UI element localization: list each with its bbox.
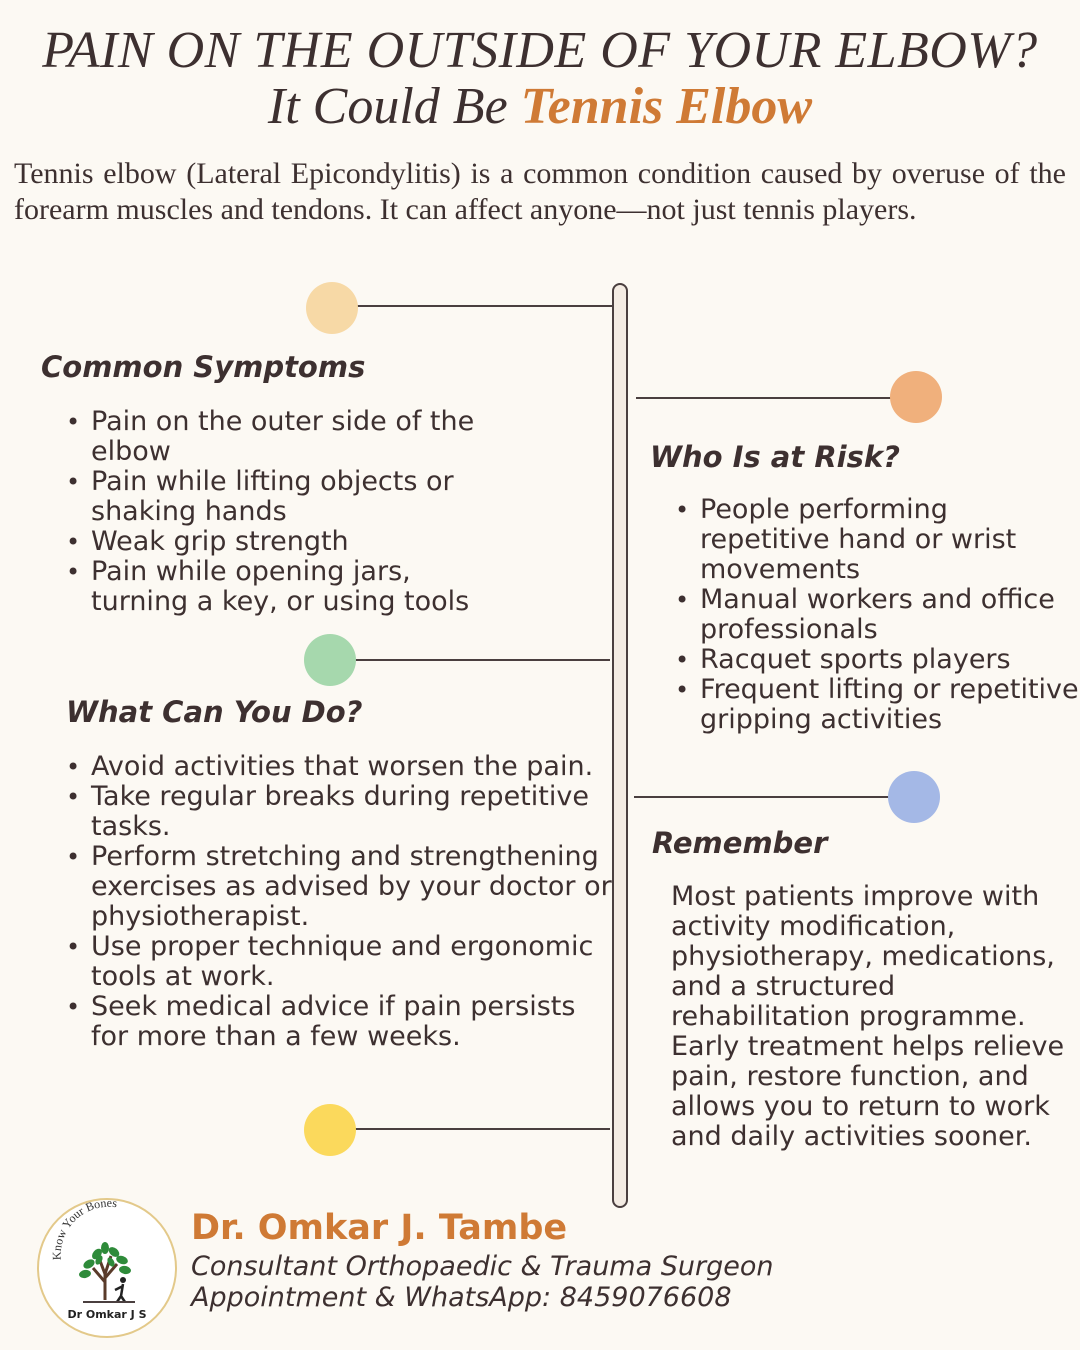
remember-heading: Remember [652,826,828,860]
remember-text: Most patients improve with activity modification, physiotherapy, medications, and a structured rehabilitation programme. Early treatment helps relieve pain, restore function, and allows you to return to work and daily activities sooner. [671,881,1065,1152]
list-item: • Seek medical advice if pain persists for more than a few weeks. [91,992,621,1052]
dot-yellow [304,1104,356,1156]
timeline-spine [612,283,628,1208]
intro-paragraph: Tennis elbow (Lateral Epicondylitis) is a common condition caused by overuse of the forearm muscles and tendons. It can affect anyone—not just tennis players. [14,157,1066,226]
list-item: • Racquet sports players [700,645,1080,675]
list-item: • Avoid activities that worsen the pain. [91,752,621,782]
risk-list [675,495,1080,735]
list-item: • Frequent lifting or repetitive gripping activities [700,675,1080,735]
dot-peach [306,282,358,334]
list-item: • Pain while opening jars, turning a key, or using tools [91,557,516,617]
symptoms-list [66,407,516,617]
dot-orange [890,371,942,423]
list-item: • Manual workers and office professionals [700,585,1080,645]
list-item: • Use proper technique and ergonomic tools at work. [91,932,621,992]
dot-blue [888,771,940,823]
risk-heading: Who Is at Risk? [650,440,900,474]
list-item: • Pain while lifting objects or shaking hands [91,467,516,527]
connector-what-to-do [355,659,610,661]
list-item: • Perform stretching and strengthening exercises as advised by your doctor or physiotherapist. [91,842,621,932]
tree-logo-icon [39,1200,175,1336]
doctor-name: Dr. Omkar J. Tambe [191,1208,568,1248]
connector-symptoms [357,305,612,307]
page-subtitle [0,78,1080,136]
connector-remember [634,796,890,798]
doctor-contact: Appointment & WhatsApp: 8459076608 [191,1282,732,1313]
dot-green [304,634,356,686]
list-item: • People performing repetitive hand or wrist movements [700,495,1080,585]
page-title: PAIN ON THE OUTSIDE OF YOUR ELBOW? [42,22,1038,79]
clinic-logo [37,1198,177,1338]
logo-arc-text: Know Your Bones [49,1200,118,1261]
doctor-title: Consultant Orthopaedic & Trauma Surgeon [191,1251,774,1282]
list-item: • Pain on the outer side of the elbow [91,407,516,467]
connector-bottom [355,1128,610,1130]
logo-name: Dr Omkar J S [67,1308,147,1321]
what-to-do-heading: What Can You Do? [66,695,363,729]
subtitle-highlight: Tennis Elbow [520,78,813,135]
what-to-do-list [66,752,621,1052]
subtitle-prefix: It Could Be [267,78,521,135]
connector-risk [636,397,892,399]
list-item: • Take regular breaks during repetitive tasks. [91,782,621,842]
list-item: • Weak grip strength [91,527,516,557]
symptoms-heading: Common Symptoms [41,350,366,384]
